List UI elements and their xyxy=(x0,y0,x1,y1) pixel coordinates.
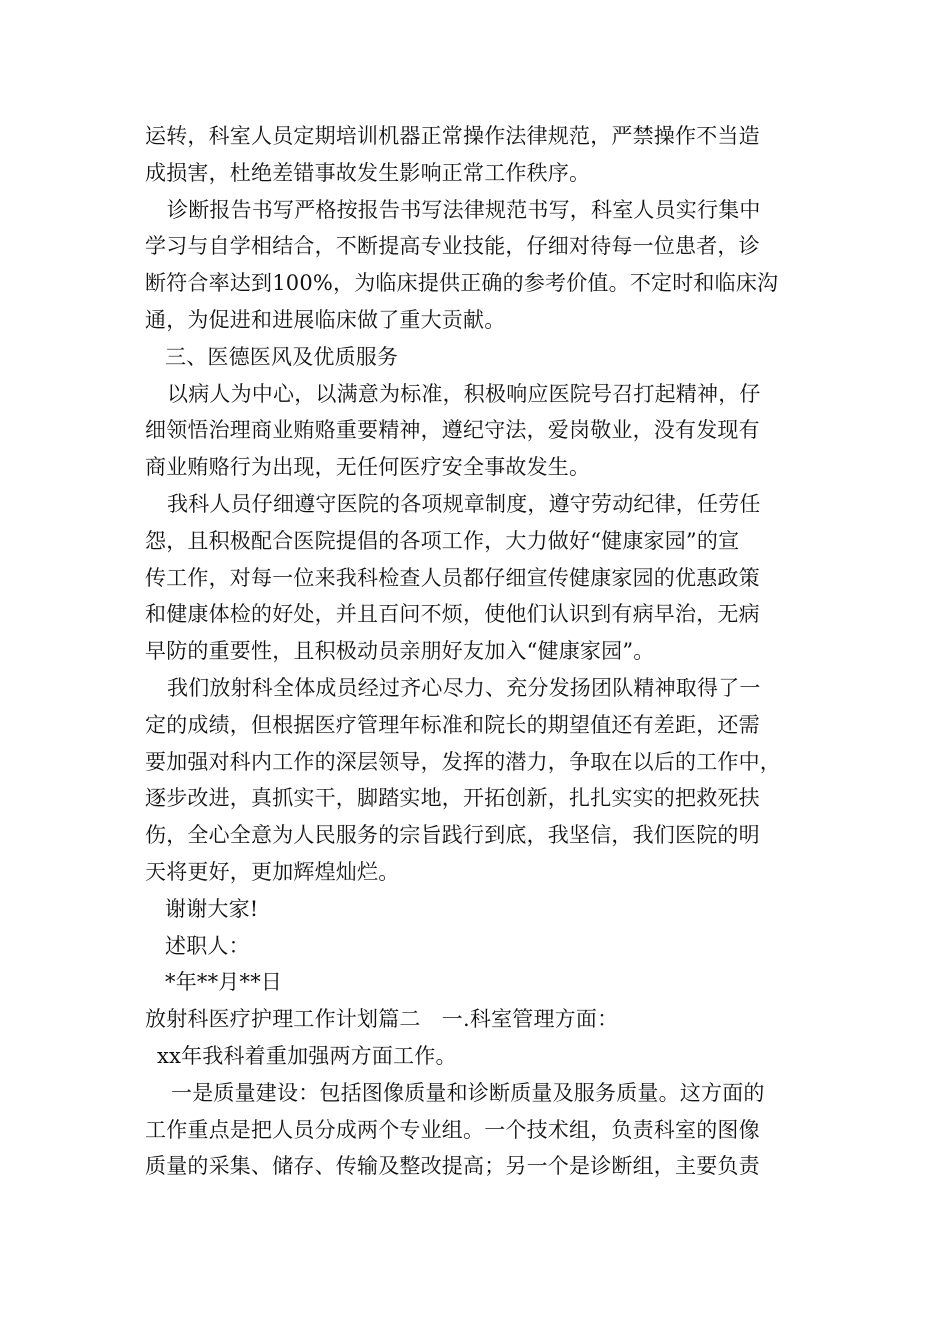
text-line: 天将更好，更加辉煌灿烂。 xyxy=(145,859,400,884)
date-line: *年**月**日 xyxy=(165,970,283,995)
paragraph-start: 一是质量建设：包括图像质量和诊断质量及服务质量。这方面的 xyxy=(171,1080,765,1105)
signature-label: 述职人： xyxy=(165,933,250,958)
text-line: 工作重点是把人员分成两个专业组。一个技术组，负责科室的图像 xyxy=(145,1117,760,1142)
text-line: 怨，且积极配合医院提倡的各项工作，大力做好“健康家园”的宣 xyxy=(145,528,740,553)
text-line: 早防的重要性，且积极动员亲朋好友加入“健康家园”。 xyxy=(145,639,655,664)
paragraph-start: 我们放射科全体成员经过齐心尽力、充分发扬团队精神取得了一 xyxy=(167,675,761,700)
text-line: 断符合率达到100%，为临床提供正确的参考价值。不定时和临床沟 xyxy=(145,271,779,296)
text-line: 运转，科室人员定期培训机器正常操作法律规范，严禁操作不当造 xyxy=(145,124,760,148)
closing-thanks: 谢谢大家! xyxy=(165,896,259,921)
document-page xyxy=(145,118,817,1185)
text-line: 通，为促进和进展临床做了重大贡献。 xyxy=(145,307,506,332)
text-line: 定的成绩，但根据医疗管理年标准和院长的期望值还有差距，还需 xyxy=(145,712,760,737)
text-line: 要加强对科内工作的深层领导，发挥的潜力，争取在以后的工作中， xyxy=(145,749,781,774)
text-line: 细领悟治理商业贿赂重要精神，遵纪守法，爱岗敬业，没有发现有 xyxy=(145,418,760,443)
text-line: 传工作，对每一位来我科检查人员都仔细宣传健康家园的优惠政策 xyxy=(145,565,760,590)
text-line: 商业贿赂行为出现，无任何医疗安全事故发生。 xyxy=(145,455,591,480)
text-line: 学习与自学相结合，不断提高专业技能，仔细对待每一位患者，诊 xyxy=(145,234,760,259)
text-line: 逐步改进，真抓实干，脚踏实地，开拓创新，扎扎实实的把救死扶 xyxy=(145,786,760,811)
section-title: 放射科医疗护理工作计划篇二 一.科室管理方面： xyxy=(145,1007,619,1032)
paragraph-start: 以病人为中心，以满意为标准，积极响应医院号召打起精神，仔 xyxy=(167,381,761,406)
text-line: 伤，全心全意为人民服务的宗旨践行到底，我坚信，我们医院的明 xyxy=(145,823,760,848)
section-heading: 三、医德医风及优质服务 xyxy=(165,344,399,369)
paragraph-start: 诊断报告书写严格按报告书写法律规范书写，科室人员实行集中 xyxy=(167,197,761,222)
text-line: 和健康体检的好处，并且百问不烦，使他们认识到有病早治，无病 xyxy=(145,602,760,627)
text-line: 质量的采集、储存、传输及整改提高；另一个是诊断组，主要负责 xyxy=(145,1154,760,1179)
paragraph-start: 我科人员仔细遵守医院的各项规章制度，遵守劳动纪律，任劳任 xyxy=(167,491,761,516)
text-line: 成损害，杜绝差错事故发生影响正常工作秩序。 xyxy=(145,160,591,185)
paragraph-start: xx年我科着重加强两方面工作。 xyxy=(157,1043,457,1068)
